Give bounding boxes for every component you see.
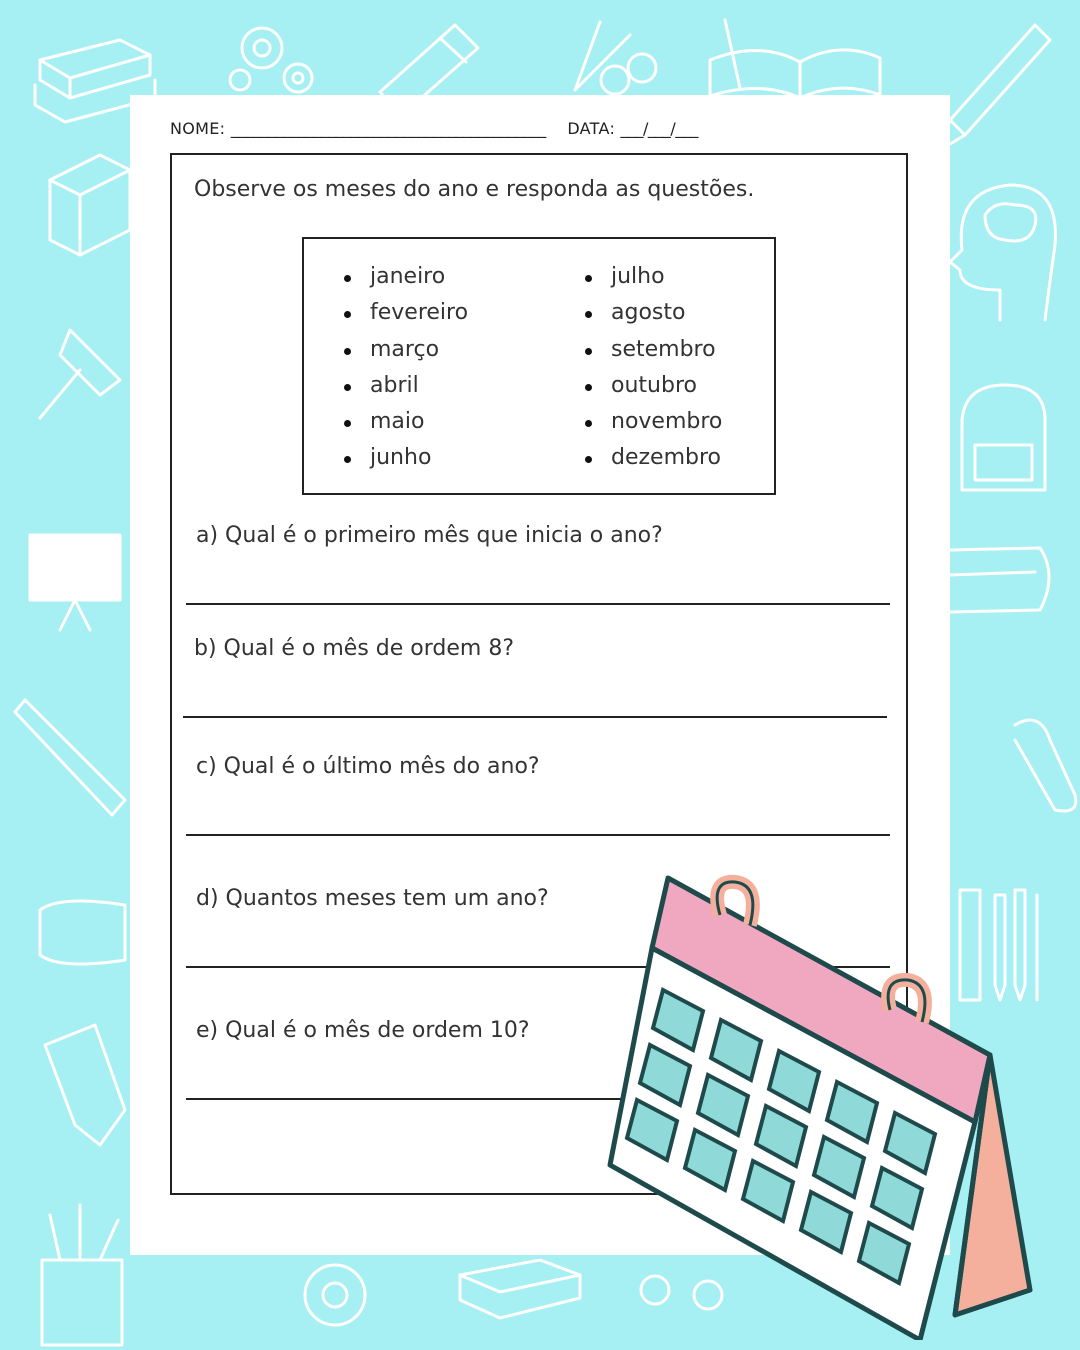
pushpin-icon [40,330,120,418]
pencil-cup-icon [42,1205,122,1345]
month-item: maio [344,404,468,440]
paperclip-icon [1015,720,1076,811]
months-list-left [344,259,468,477]
month-item: abril [344,368,468,404]
open-book-icon [710,20,880,98]
pencil-case-left-icon [40,901,125,964]
months-box [302,237,776,495]
months-list-right [585,259,722,477]
sharpener-icon [50,155,130,255]
month-item: julho [585,259,722,295]
date-blank: ___/___/___ [620,119,698,138]
month-item: agosto [585,295,722,331]
gear-icon [230,28,312,92]
pen-icon [940,25,1050,150]
question-c: c) Qual é o último mês do ano? [196,754,540,779]
pencil-case-icon [950,548,1049,612]
pen-left-icon [15,700,125,815]
calendar-icon [610,878,1030,1340]
name-label: NOME: [170,119,226,138]
head-brain-icon [950,185,1055,320]
answer-line-a[interactable] [186,603,890,605]
date-label: DATA: [567,119,616,138]
month-item: dezembro [585,440,722,476]
header-line [170,119,890,138]
month-item: outubro [585,368,722,404]
month-item: setembro [585,332,722,368]
month-item: janeiro [344,259,468,295]
backpack-icon [962,385,1045,490]
month-item: junho [344,440,468,476]
calendar-illustration [590,860,1050,1340]
month-item: novembro [585,404,722,440]
answer-line-b[interactable] [183,716,887,718]
question-d: d) Quantos meses tem um ano? [196,886,549,911]
question-b: b) Qual é o mês de ordem 8? [194,636,514,661]
instruction-text: Observe os meses do ano e responda as questões. [194,177,755,202]
answer-line-c[interactable] [186,834,890,836]
month-item: março [344,332,468,368]
month-item: fevereiro [344,295,468,331]
name-blank: __________________________________________ [230,119,546,138]
books-bottom-icon [460,1260,580,1318]
gear-bottom-icon [305,1265,365,1325]
question-a: a) Qual é o primeiro mês que inicia o ano? [196,523,663,548]
question-e: e) Qual é o mês de ordem 10? [196,1018,530,1043]
scissors-icon [575,22,656,94]
pencil-bottom-icon [45,1025,125,1145]
whiteboard-icon[interactable] [30,535,120,630]
